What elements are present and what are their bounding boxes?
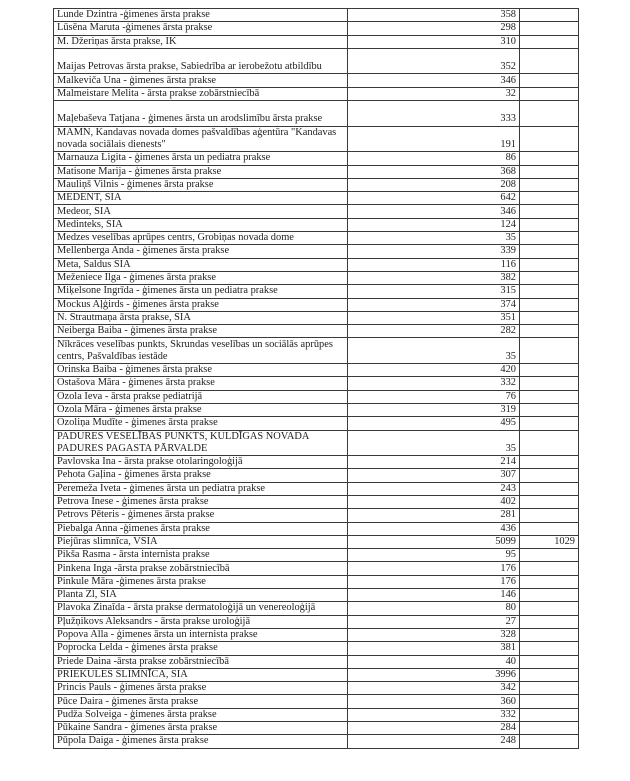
provider-name-cell: Pehota Gaļina - ģimenes ārsta prakse (54, 469, 348, 482)
table-row (54, 522, 579, 535)
provider-name-cell: Ostašova Māra - ģimenes ārsta prakse (54, 377, 348, 390)
value-cell: 374 (348, 298, 520, 311)
provider-name-cell: Mellenberga Anda - ģimenes ārsta prakse (54, 245, 348, 258)
table-row (54, 668, 579, 681)
value-cell: 315 (348, 285, 520, 298)
extra-value-cell (520, 192, 579, 205)
table-row (54, 390, 579, 403)
extra-value-cell (520, 430, 579, 456)
value-cell: 80 (348, 602, 520, 615)
table-row (54, 245, 579, 258)
value-cell: 346 (348, 74, 520, 87)
extra-value-cell (520, 9, 579, 22)
table-row (54, 456, 579, 469)
extra-value-cell (520, 126, 579, 152)
provider-name-cell: Matisone Marija - ģimenes ārsta prakse (54, 165, 348, 178)
provider-name-cell: Petrovs Pēteris - ģimenes ārsta prakse (54, 509, 348, 522)
table-row (54, 87, 579, 100)
table-row (54, 575, 579, 588)
extra-value-cell (520, 549, 579, 562)
provider-name-cell: Pudža Solveiga - ģimenes ārsta prakse (54, 708, 348, 721)
table-row (54, 126, 579, 152)
value-cell: 124 (348, 218, 520, 231)
value-cell: 339 (348, 245, 520, 258)
value-cell: 342 (348, 682, 520, 695)
provider-name-cell: Medzes veselības aprūpes centrs, Grobiņas novada dome (54, 232, 348, 245)
provider-name-cell: Ozola Ieva - ārsta prakse pediatrijā (54, 390, 348, 403)
table-row (54, 48, 579, 74)
value-cell: 76 (348, 390, 520, 403)
extra-value-cell (520, 74, 579, 87)
provider-name-cell: N. Strautmaņa ārsta prakse, SIA (54, 311, 348, 324)
provider-name-cell: Pikša Rasma - ārsta internista prakse (54, 549, 348, 562)
table-row (54, 205, 579, 218)
extra-value-cell (520, 615, 579, 628)
extra-value-cell (520, 735, 579, 748)
value-cell: 146 (348, 589, 520, 602)
value-cell: 358 (348, 9, 520, 22)
provider-name-cell: Ozola Māra - ģimenes ārsta prakse (54, 403, 348, 416)
value-cell: 402 (348, 495, 520, 508)
table-row (54, 495, 579, 508)
provider-name-cell: Piejūras slimnīca, VSIA (54, 535, 348, 548)
table-row (54, 615, 579, 628)
provider-name-cell: Piebalga Anna -ģimenes ārsta prakse (54, 522, 348, 535)
provider-name-cell: MAMN, Kandavas novada domes pašvaldības aģentūra "Kandavas novada sociālais dienests" (54, 126, 348, 152)
extra-value-cell (520, 258, 579, 271)
value-cell: 32 (348, 87, 520, 100)
value-cell: 116 (348, 258, 520, 271)
extra-value-cell (520, 232, 579, 245)
value-cell: 382 (348, 271, 520, 284)
value-cell: 5099 (348, 535, 520, 548)
value-cell: 86 (348, 152, 520, 165)
provider-name-cell: Orinska Baiba - ģimenes ārsta prakse (54, 364, 348, 377)
table-row (54, 271, 579, 284)
provider-name-cell: Lunde Dzintra -ģimenes ārsta prakse (54, 9, 348, 22)
extra-value-cell (520, 298, 579, 311)
extra-value-cell (520, 655, 579, 668)
table-row (54, 469, 579, 482)
extra-value-cell (520, 642, 579, 655)
value-cell: 27 (348, 615, 520, 628)
document-page (53, 8, 578, 749)
table-row (54, 377, 579, 390)
provider-name-cell: Ozoliņa Mudīte - ģimenes ārsta prakse (54, 417, 348, 430)
provider-name-cell: Medeor, SIA (54, 205, 348, 218)
table-row (54, 482, 579, 495)
table-row (54, 152, 579, 165)
value-cell: 208 (348, 178, 520, 191)
table-row (54, 35, 579, 48)
provider-name-cell: Pinkena Inga -ārsta prakse zobārstniecībā (54, 562, 348, 575)
value-cell: 281 (348, 509, 520, 522)
extra-value-cell (520, 22, 579, 35)
extra-value-cell (520, 509, 579, 522)
table-row (54, 430, 579, 456)
value-cell: 368 (348, 165, 520, 178)
extra-value-cell (520, 101, 579, 127)
table-row (54, 285, 579, 298)
table-row (54, 298, 579, 311)
provider-name-cell: Pinkule Māra -ģimenes ārsta prakse (54, 575, 348, 588)
table-row (54, 695, 579, 708)
value-cell: 191 (348, 126, 520, 152)
value-cell: 282 (348, 325, 520, 338)
table-row (54, 165, 579, 178)
table-row (54, 602, 579, 615)
provider-name-cell: Peremeža Iveta - ģimenes ārsta un pediatra prakse (54, 482, 348, 495)
provider-table-body (54, 9, 579, 749)
value-cell: 40 (348, 655, 520, 668)
provider-name-cell: Poprocka Lelda - ģimenes ārsta prakse (54, 642, 348, 655)
value-cell: 214 (348, 456, 520, 469)
extra-value-cell (520, 495, 579, 508)
extra-value-cell (520, 562, 579, 575)
extra-value-cell (520, 364, 579, 377)
table-row (54, 101, 579, 127)
table-row (54, 708, 579, 721)
value-cell: 176 (348, 575, 520, 588)
provider-name-cell: Mockus Aļģirds - ģimenes ārsta prakse (54, 298, 348, 311)
provider-name-cell: Pūce Daira - ģimenes ārsta prakse (54, 695, 348, 708)
value-cell: 298 (348, 22, 520, 35)
provider-name-cell: PRIEKULES SLIMNĪCA, SIA (54, 668, 348, 681)
value-cell: 328 (348, 628, 520, 641)
table-row (54, 417, 579, 430)
provider-name-cell: Nīkrāces veselības punkts, Skrundas veselības un sociālās aprūpes centrs, Pašvaldības iestāde (54, 338, 348, 364)
table-row (54, 642, 579, 655)
table-row (54, 682, 579, 695)
value-cell: 333 (348, 101, 520, 127)
table-row (54, 509, 579, 522)
extra-value-cell (520, 469, 579, 482)
provider-name-cell: PADURES VESELĪBAS PUNKTS, KULDĪGAS NOVADA PADURES PAGASTA PĀRVALDE (54, 430, 348, 456)
provider-name-cell: Petrova Inese - ģimenes ārsta prakse (54, 495, 348, 508)
table-row (54, 535, 579, 548)
table-row (54, 562, 579, 575)
extra-value-cell (520, 285, 579, 298)
extra-value-cell (520, 403, 579, 416)
value-cell: 381 (348, 642, 520, 655)
extra-value-cell (520, 152, 579, 165)
value-cell: 360 (348, 695, 520, 708)
table-row (54, 325, 579, 338)
value-cell: 642 (348, 192, 520, 205)
provider-name-cell: Meženiece Ilga - ģimenes ārsta prakse (54, 271, 348, 284)
value-cell: 284 (348, 722, 520, 735)
provider-name-cell: Maijas Petrovas ārsta prakse, Sabiedrība ar ierobežotu atbildību (54, 48, 348, 74)
value-cell: 3996 (348, 668, 520, 681)
table-row (54, 178, 579, 191)
table-row (54, 364, 579, 377)
extra-value-cell (520, 48, 579, 74)
extra-value-cell (520, 377, 579, 390)
extra-value-cell (520, 338, 579, 364)
value-cell: 95 (348, 549, 520, 562)
value-cell: 319 (348, 403, 520, 416)
table-row (54, 589, 579, 602)
extra-value-cell (520, 390, 579, 403)
provider-table (53, 8, 579, 749)
provider-name-cell: Priede Daina -ārsta prakse zobārstniecībā (54, 655, 348, 668)
provider-name-cell: Pūkaine Sandra - ģimenes ārsta prakse (54, 722, 348, 735)
provider-name-cell: Miķelsone Ingrīda - ģimenes ārsta un pediatra prakse (54, 285, 348, 298)
extra-value-cell (520, 708, 579, 721)
value-cell: 436 (348, 522, 520, 535)
extra-value-cell (520, 722, 579, 735)
table-row (54, 192, 579, 205)
table-row (54, 218, 579, 231)
table-row (54, 628, 579, 641)
extra-value-cell (520, 271, 579, 284)
table-row (54, 403, 579, 416)
table-row (54, 74, 579, 87)
extra-value-cell (520, 178, 579, 191)
provider-name-cell: Popova Alla - ģimenes ārsta un internista prakse (54, 628, 348, 641)
table-row (54, 258, 579, 271)
extra-value-cell (520, 589, 579, 602)
value-cell: 495 (348, 417, 520, 430)
provider-name-cell: MEDENT, SIA (54, 192, 348, 205)
table-row (54, 338, 579, 364)
extra-value-cell (520, 602, 579, 615)
provider-name-cell: Planta Zl, SIA (54, 589, 348, 602)
extra-value-cell (520, 456, 579, 469)
provider-name-cell: Pļužņikovs Aleksandrs - ārsta prakse uroloģijā (54, 615, 348, 628)
extra-value-cell (520, 482, 579, 495)
value-cell: 243 (348, 482, 520, 495)
value-cell: 248 (348, 735, 520, 748)
extra-value-cell (520, 205, 579, 218)
provider-name-cell: Neiberga Baiba - ģimenes ārsta prakse (54, 325, 348, 338)
extra-value-cell (520, 668, 579, 681)
table-row (54, 722, 579, 735)
extra-value-cell (520, 695, 579, 708)
value-cell: 352 (348, 48, 520, 74)
table-row (54, 9, 579, 22)
table-row (54, 549, 579, 562)
table-row (54, 232, 579, 245)
extra-value-cell (520, 245, 579, 258)
value-cell: 35 (348, 430, 520, 456)
value-cell: 332 (348, 377, 520, 390)
extra-value-cell (520, 325, 579, 338)
value-cell: 35 (348, 232, 520, 245)
table-row (54, 311, 579, 324)
provider-name-cell: Lūsēna Maruta -ģimenes ārsta prakse (54, 22, 348, 35)
extra-value-cell (520, 575, 579, 588)
extra-value-cell (520, 218, 579, 231)
provider-name-cell: Pūpola Daiga - ģimenes ārsta prakse (54, 735, 348, 748)
extra-value-cell (520, 165, 579, 178)
provider-name-cell: Marnauza Ligita - ģimenes ārsta un pediatra prakse (54, 152, 348, 165)
value-cell: 346 (348, 205, 520, 218)
provider-name-cell: Meta, Saldus SIA (54, 258, 348, 271)
extra-value-cell: 1029 (520, 535, 579, 548)
value-cell: 310 (348, 35, 520, 48)
provider-name-cell: Malkeviča Una - ģimenes ārsta prakse (54, 74, 348, 87)
value-cell: 176 (348, 562, 520, 575)
provider-name-cell: Mauliņš Vilnis - ģimenes ārsta prakse (54, 178, 348, 191)
table-row (54, 22, 579, 35)
extra-value-cell (520, 522, 579, 535)
extra-value-cell (520, 417, 579, 430)
provider-name-cell: Malmeistare Melita - ārsta prakse zobārstniecībā (54, 87, 348, 100)
value-cell: 332 (348, 708, 520, 721)
provider-name-cell: Pavlovska Ina - ārsta prakse otolaringoloģijā (54, 456, 348, 469)
table-row (54, 735, 579, 748)
provider-name-cell: Maļebaševa Tatjana - ģimenes ārsta un arodslimību ārsta prakse (54, 101, 348, 127)
extra-value-cell (520, 628, 579, 641)
value-cell: 351 (348, 311, 520, 324)
provider-name-cell: Princis Pauls - ģimenes ārsta prakse (54, 682, 348, 695)
extra-value-cell (520, 87, 579, 100)
extra-value-cell (520, 311, 579, 324)
provider-name-cell: Medinteks, SIA (54, 218, 348, 231)
extra-value-cell (520, 682, 579, 695)
value-cell: 307 (348, 469, 520, 482)
table-row (54, 655, 579, 668)
value-cell: 35 (348, 338, 520, 364)
value-cell: 420 (348, 364, 520, 377)
provider-name-cell: Plavoka Zinaīda - ārsta prakse dermatoloģijā un venereoloģijā (54, 602, 348, 615)
extra-value-cell (520, 35, 579, 48)
provider-name-cell: M. Džeriņas ārsta prakse, IK (54, 35, 348, 48)
